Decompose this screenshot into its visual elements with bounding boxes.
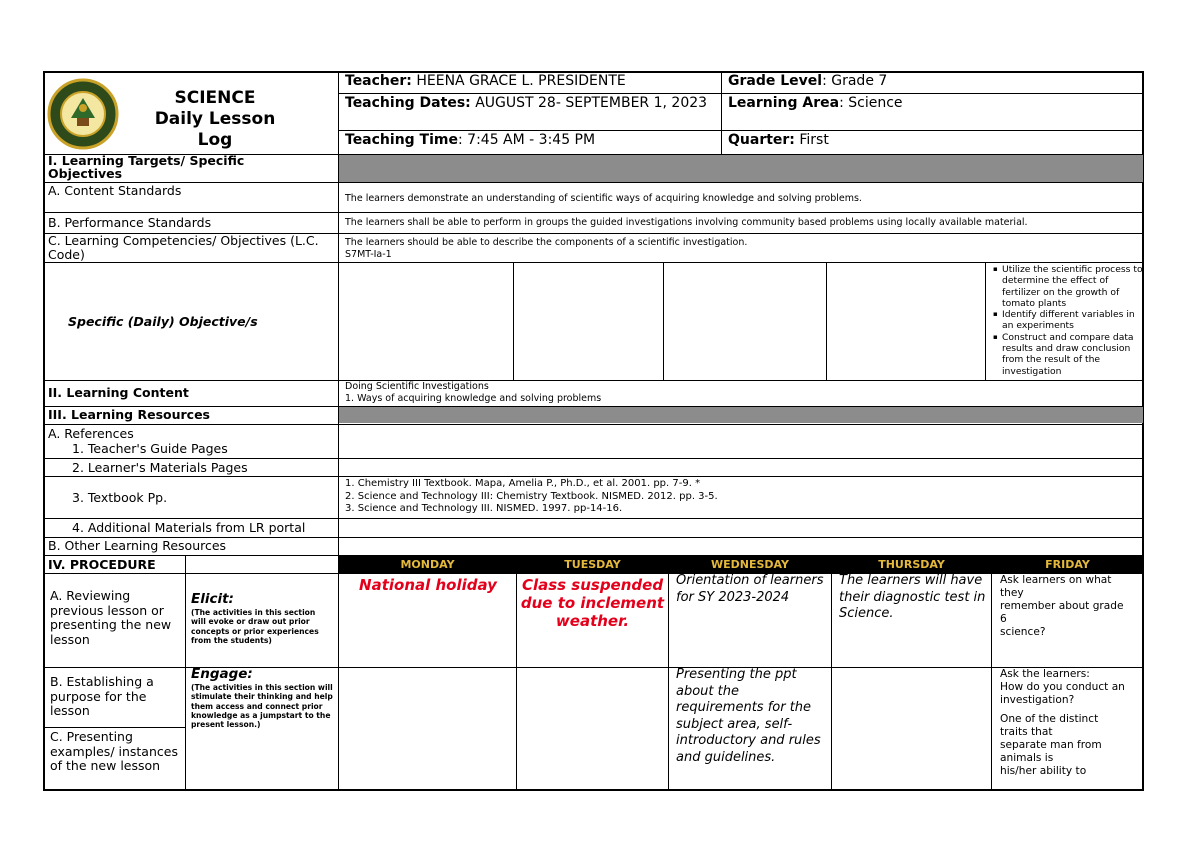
title-line-3: Log <box>197 130 233 150</box>
row-c-label: C. Presenting examples/ instances of the new lesson <box>50 729 178 773</box>
objective-item: ▪ Construct and compare data results and draw conclusion from the result of the investigation <box>1002 332 1143 377</box>
engage-title: Engage: <box>191 666 253 682</box>
section-3-heading: III. Learning Resources <box>48 407 210 422</box>
day-header-wednesday: WEDNESDAY <box>711 558 789 571</box>
teaching-time-field: Teaching Time: 7:45 AM - 3:45 PM <box>345 132 596 148</box>
wednesday-row-b: Presenting the ppt about the requirements for the subject area, self-introductory and rules and guidelines. <box>676 667 821 765</box>
engage-description: (The activities in this section will stimulate their thinking and help them access and connect prior knowledge as a jumpstart to the present lesson.) <box>191 683 333 730</box>
row-a-label: A. Reviewing previous lesson or presenting the new lesson <box>50 588 172 647</box>
textbook-list <box>345 478 1135 516</box>
elicit-description: (The activities in this section will evoke or draw out prior concepts or prior experiences from the students) <box>191 608 319 645</box>
learners-materials-label: 2. Learner's Materials Pages <box>72 460 248 475</box>
specific-objectives-list <box>991 264 1143 377</box>
elicit-title: Elicit: <box>191 591 234 607</box>
learning-area-field: Learning Area: Science <box>728 95 903 111</box>
wednesday-row-a: Orientation of learners for SY 2023-2024 <box>676 573 824 605</box>
section-4-heading: IV. PROCEDURE <box>48 557 156 572</box>
friday-row-b: Ask the learners: How do you conduct an investigation? One of the distinct traits that separate man from animals is his/her ability to <box>1000 668 1125 777</box>
competency-code: S7MT-Ia-1 <box>345 249 392 260</box>
title-line-2: Daily Lesson <box>154 109 276 129</box>
section-header-band <box>339 155 1143 182</box>
competencies-text: The learners should be able to describe the components of a scientific investigation. <box>345 237 748 248</box>
section-2-heading: II. Learning Content <box>48 385 189 400</box>
day-header-thursday: THURSDAY <box>878 558 945 571</box>
content-standards-text: The learners demonstrate an understanding of scientific ways of acquiring knowledge and solving problems. <box>345 193 862 204</box>
section-header-band <box>339 407 1143 423</box>
row-b-label: B. Establishing a purpose for the lesson <box>50 674 154 718</box>
objective-item: ▪ Identify different variables in an experiments <box>1002 309 1143 332</box>
grade-level-field: Grade Level: Grade 7 <box>728 73 888 89</box>
textbook-item: 2. Science and Technology III: Chemistry Textbook. NISMED. 2012. pp. 3-5. <box>345 490 718 502</box>
textbook-label: 3. Textbook Pp. <box>72 490 168 505</box>
tuesday-suspension-note: Class suspended due to inclement weather. <box>520 576 665 630</box>
textbook-item: 1. Chemistry III Textbook. Mapa, Amelia P., Ph.D., et al. 2001. pp. 7-9. * <box>345 478 701 489</box>
day-header-friday: FRIDAY <box>1045 558 1090 571</box>
school-seal-logo <box>47 78 119 150</box>
competencies-label: C. Learning Competencies/ Objectives (L.C. Code) <box>48 233 319 262</box>
day-header-monday: MONDAY <box>400 558 455 571</box>
other-resources-label: B. Other Learning Resources <box>48 538 227 553</box>
specific-objectives-label: Specific (Daily) Objective/s <box>68 314 258 329</box>
learning-content-line-1: Doing Scientific Investigations <box>345 381 489 392</box>
content-standards-label: A. Content Standards <box>48 183 182 198</box>
objective-item: ▪ Utilize the scientific process to determine the effect of fertilizer on the growth of tomato plants <box>1002 264 1143 309</box>
references-label: A. References <box>48 426 134 441</box>
day-header-tuesday: TUESDAY <box>564 558 621 571</box>
teacher-field: Teacher: HEENA GRACE L. PRESIDENTE <box>345 73 626 89</box>
document-title <box>120 88 310 151</box>
quarter-field: Quarter: First <box>728 132 829 148</box>
performance-standards-label: B. Performance Standards <box>48 215 212 230</box>
thursday-row-a: The learners will have their diagnostic test in Science. <box>839 573 986 621</box>
teachers-guide-label: 1. Teacher's Guide Pages <box>72 441 228 456</box>
teaching-dates-field: Teaching Dates: AUGUST 28- SEPTEMBER 1, 2023 <box>345 95 708 111</box>
textbook-item: 3. Science and Technology III. NISMED. 1997. pp-14-16. <box>345 503 623 515</box>
title-line-1: SCIENCE <box>174 88 256 108</box>
performance-standards-text: The learners shall be able to perform in groups the guided investigations involving community based problems using locally available material. <box>345 217 1028 228</box>
additional-materials-label: 4. Additional Materials from LR portal <box>72 520 306 535</box>
learning-content-line-2: 1. Ways of acquiring knowledge and solving problems <box>345 393 602 404</box>
monday-holiday-note: National holiday <box>359 576 497 594</box>
friday-row-a: Ask learners on what they remember about grade 6 science? <box>1000 574 1124 638</box>
section-1-heading: I. Learning Targets/ Specific Objectives <box>48 153 245 181</box>
